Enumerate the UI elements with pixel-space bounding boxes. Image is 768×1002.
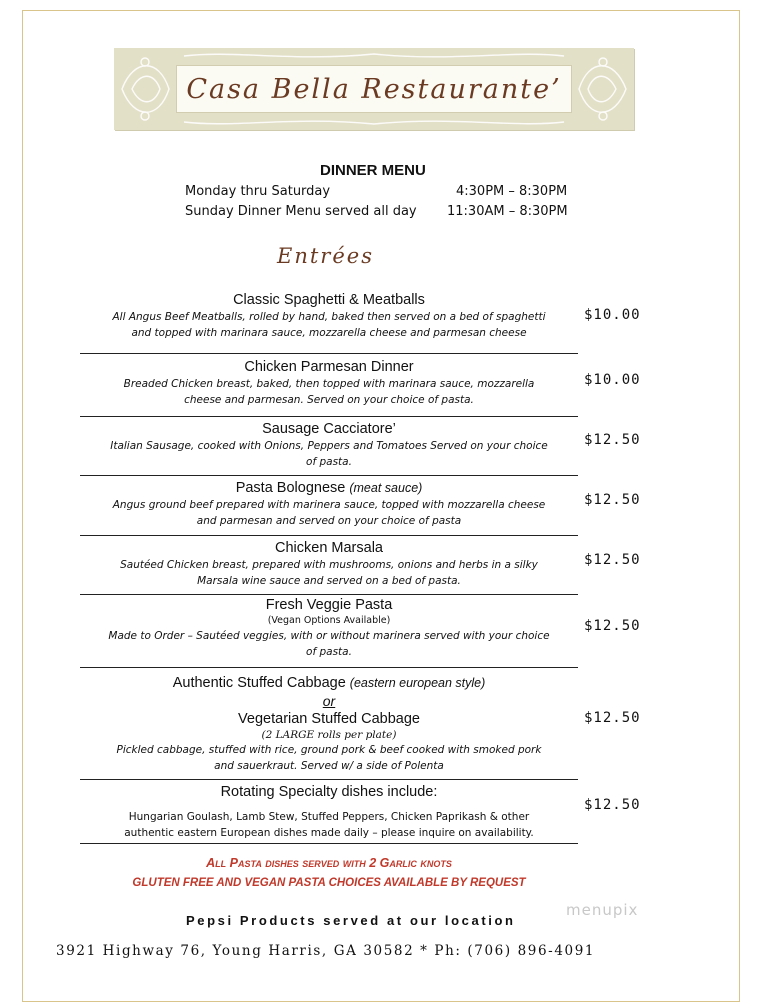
hours-sunday-time: 11:30AM – 8:30PM [447, 204, 568, 219]
item-name: Authentic Stuffed Cabbage [172, 675, 346, 691]
item-price: $10.00 [584, 372, 641, 388]
item-name: Pasta Bolognese [235, 480, 346, 496]
pasta-note: All Pasta dishes served with 2 Garlic knots [206, 856, 452, 870]
item-description: Sautéed Chicken breast, prepared with mushrooms, onions and herbs in a silky [120, 559, 538, 571]
item-price: $10.00 [584, 307, 641, 323]
item-description: cheese and parmesan. Served on your choice of pasta. [184, 394, 474, 406]
menu-item [80, 358, 578, 408]
item-description: of pasta. [306, 646, 352, 658]
gluten-free-note: GLUTEN FREE AND VEGAN PASTA CHOICES AVAILABLE BY REQUEST [132, 877, 526, 889]
item-name-row [80, 674, 578, 692]
item-name: Vegetarian Stuffed Cabbage [238, 711, 420, 727]
menu-item [80, 291, 578, 341]
item-price: $12.50 [584, 710, 641, 726]
item-note: (eastern european style) [349, 676, 486, 690]
menu-item [80, 420, 578, 470]
menu-item [80, 539, 578, 589]
item-name: Sausage Cacciatore’ [262, 421, 396, 437]
item-description: Made to Order – Sautéed veggies, with or without marinera served with your choice [108, 630, 550, 642]
item-name: Classic Spaghetti & Meatballs [233, 292, 425, 308]
restaurant-name: Casa Bella Restaurante’ [186, 73, 562, 105]
header-banner [114, 48, 634, 130]
menu-heading: DINNER MENU [320, 162, 426, 179]
menu-item [80, 674, 578, 774]
item-name: Fresh Veggie Pasta [265, 597, 393, 613]
item-description: and parmesan and served on your choice of pasta [196, 515, 462, 527]
item-name-row [80, 479, 578, 497]
pepsi-note: Pepsi Products served at our location [186, 913, 516, 928]
item-description: Pickled cabbage, stuffed with rice, ground pork & beef cooked with smoked pork [116, 744, 542, 756]
hours-weekday-label: Monday thru Saturday [185, 184, 331, 199]
item-price: $12.50 [584, 618, 641, 634]
item-price: $12.50 [584, 797, 641, 813]
divider [80, 535, 578, 536]
item-description: Angus ground beef prepared with marinera sauce, topped with mozzarella cheese [112, 499, 546, 511]
menu-item [80, 596, 578, 660]
item-description: and topped with marinara sauce, mozzarella cheese and parmesan cheese [131, 327, 527, 339]
hours-sunday-label: Sunday Dinner Menu served all day [185, 204, 417, 219]
divider [80, 353, 578, 354]
section-title: Entrées [277, 244, 374, 268]
item-description: Breaded Chicken breast, baked, then topped with marinara sauce, mozzarella [123, 378, 535, 390]
item-price: $12.50 [584, 492, 641, 508]
item-subtitle: (Vegan Options Available) [267, 615, 391, 626]
item-description: Italian Sausage, cooked with Onions, Peppers and Tomatoes Served on your choice [110, 440, 548, 452]
divider [80, 416, 578, 417]
item-description: Marsala wine sauce and served on a bed of pasta. [197, 575, 461, 587]
menu-item [80, 783, 578, 841]
item-description: All Angus Beef Meatballs, rolled by hand, baked then served on a bed of spaghetti [112, 311, 546, 323]
divider [80, 594, 578, 595]
divider [80, 667, 578, 668]
divider [80, 475, 578, 476]
item-note: (meat sauce) [349, 481, 423, 495]
divider [80, 843, 578, 844]
divider [80, 779, 578, 780]
item-price: $12.50 [584, 552, 641, 568]
hours-weekday-time: 4:30PM – 8:30PM [456, 184, 568, 199]
item-name: Chicken Parmesan Dinner [244, 359, 414, 375]
item-description: and sauerkraut. Served w/ a side of Polenta [214, 760, 444, 772]
address-line: 3921 Highway 76, Young Harris, GA 30582 * Ph: (706) 896-4091 [56, 943, 596, 959]
item-name: Rotating Specialty dishes include: [220, 784, 438, 800]
banner-title-box [176, 65, 572, 113]
item-description: of pasta. [306, 456, 352, 468]
item-subtitle: (2 LARGE rolls per plate) [261, 729, 397, 741]
item-name: Chicken Marsala [275, 540, 383, 556]
or-label: or [322, 693, 336, 709]
watermark: menupix [566, 901, 639, 919]
item-price: $12.50 [584, 432, 641, 448]
item-description: Hungarian Goulash, Lamb Stew, Stuffed Peppers, Chicken Paprikash & other [128, 811, 530, 823]
item-description: authentic eastern European dishes made daily – please inquire on availability. [124, 827, 534, 839]
menu-item [80, 479, 578, 529]
